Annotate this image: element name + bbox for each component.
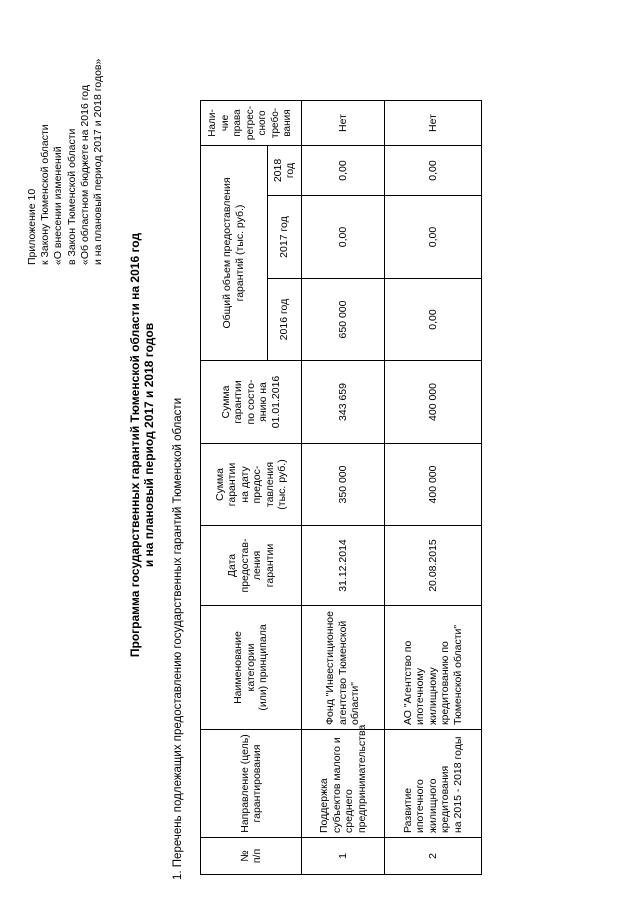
cell-2016: 0,00: [385, 279, 482, 361]
cell-category: АО "Агентство по ипотечному жилищному кредитованию по Тюменской области": [385, 606, 482, 730]
cell-regress: Нет: [302, 100, 385, 145]
section-heading: 1. Перечень подлежащих предоставлению государственных гарантий Тюменской области: [172, 397, 184, 880]
title-line-2: и на плановый период 2017 и 2018 годов: [142, 322, 156, 568]
cell-direction: Поддержка субъектов малого и среднего предпринимательства: [302, 730, 385, 838]
cell-amount-state: 400 000: [385, 361, 482, 444]
header-date: Дата предостав- ления гарантии: [201, 526, 302, 606]
header-amount-state: Сумма гарантии по состо- янию на 01.01.2016: [201, 361, 302, 444]
table-row: [302, 32, 385, 874]
cell-num: 1: [302, 838, 385, 875]
cell-num: 2: [385, 838, 482, 875]
header-total-volume: Общий объем предоставления гарантий (тыс. руб.): [201, 145, 268, 360]
document-title: [128, 45, 156, 845]
header-num: № п/п: [201, 838, 302, 875]
header-direction: Направление (цель) гарантирования: [201, 730, 302, 838]
header-row: [201, 32, 268, 874]
appendix-line: «Об областном бюджете на 2016 год: [78, 84, 91, 265]
cell-2017: 0,00: [385, 196, 482, 279]
cell-category: Фонд "Инвестиционное агентство Тюменской области": [302, 606, 385, 730]
cell-regress: Нет: [385, 100, 482, 145]
appendix-line: к Закону Тюменской области: [39, 124, 52, 265]
header-year-2016: 2016 год: [267, 279, 301, 361]
header-category: Наименование категории (или) принципала: [201, 606, 302, 730]
header-regress: Нали- чие права регрес- сного требо- вания: [201, 100, 302, 145]
cell-date: 31.12.2014: [302, 526, 385, 606]
cell-direction: Развитие ипотечного жилищного кредитования на 2015 - 2018 годы: [385, 730, 482, 838]
appendix-note: [26, 5, 105, 265]
table-row: [385, 32, 482, 874]
appendix-line: в Закон Тюменской области: [65, 128, 78, 265]
guarantees-table: [200, 32, 482, 875]
header-year-2018: 2018 год: [267, 145, 301, 195]
cell-amount-date: 350 000: [302, 444, 385, 526]
appendix-line: Приложение 10: [26, 188, 38, 265]
cell-amount-date: 400 000: [385, 444, 482, 526]
cell-2018: 0,00: [385, 145, 482, 195]
cell-amount-state: 343 659: [302, 361, 385, 444]
cell-2018: 0,00: [302, 145, 385, 195]
header-year-2017: 2017 год: [267, 196, 301, 279]
appendix-line: и на плановый период 2017 и 2018 годов»: [92, 58, 105, 265]
cell-2016: 650 000: [302, 279, 385, 361]
title-line-1: Программа государственных гарантий Тюменской области на 2016 год: [128, 232, 142, 658]
cell-2017: 0,00: [302, 196, 385, 279]
appendix-line: «О внесении изменений: [52, 146, 65, 265]
header-amount-date: Сумма гарантии на дату предос- тавления (тыс. руб.): [201, 444, 302, 526]
cell-date: 20.08.2015: [385, 526, 482, 606]
